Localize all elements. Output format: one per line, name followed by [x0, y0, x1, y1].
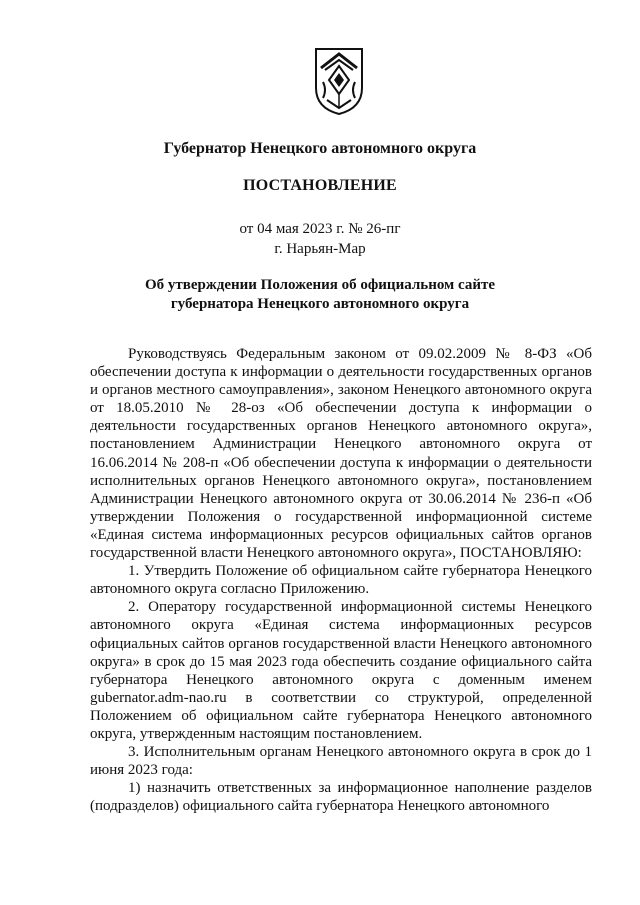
- preamble-paragraph: Руководствуясь Федеральным законом от 09.02.2009 № 8-ФЗ «Об обеспечении доступа к информации о деятельности государственных органов и органов местного самоуправления», законом Ненецкого автономного округа от 18.05.2010 № 28-оз «Об обеспечении доступа к информации о деятельности государственных органов Ненецкого автономного округа», постановлением Администрации Ненецкого автономного округа от 16.06.2014 № 208-п «Об обеспечении доступа к информации о деятельности исполнительных органов Ненецкого автономного округа», постановлением Администрации Ненецкого автономного округа от 30.06.2014 № 236-п «Об утверждении Положения о государственной информационной системе «Единая система информационных ресурсов официальных сайтов органов государственной власти Ненецкого автономного округа», ПОСТАНОВЛЯЮ:: [90, 346, 592, 562]
- subject-line: Об утверждении Положения об официальном сайте: [144, 277, 496, 293]
- item-2-paragraph: 2. Оператору государственной информационной системы Ненецкого автономного округа «Единая система информационных ресурсов официальных сайтов органов государственной власти Ненецкого автономного округа» в срок до 15 мая 2023 года обеспечить создание официального сайта губернатора Ненецкого автономного округа с доменным именем gubernator.adm-nao.ru в соответствии со структурой, определенной Положением об официальном сайте губернатора Ненецкого автономного округа, утвержденным настоящим постановлением.: [90, 599, 592, 742]
- coat-of-arms-icon: [313, 46, 365, 116]
- item-3-paragraph: 3. Исполнительным органам Ненецкого автономного округа в срок до 1 июня 2023 года:: [90, 744, 592, 779]
- document-type: ПОСТАНОВЛЕНИЕ: [243, 177, 397, 194]
- date-number: от 04 мая 2023 г. № 26-пг: [239, 221, 401, 237]
- item-3-1-paragraph: 1) назначить ответственных за информационное наполнение разделов (подразделов) официального сайта губернатора Ненецкого автономного: [90, 780, 592, 815]
- place: г. Нарьян-Мар: [274, 241, 366, 257]
- item-1-paragraph: 1. Утвердить Положение об официальном сайте губернатора Ненецкого автономного округа согласно Приложению.: [90, 563, 592, 598]
- document-body: [90, 345, 592, 815]
- document-subject: [0, 276, 640, 314]
- org-title: Губернатор Ненецкого автономного округа: [163, 140, 477, 157]
- subject-line: губернатора Ненецкого автономного округа: [170, 296, 470, 312]
